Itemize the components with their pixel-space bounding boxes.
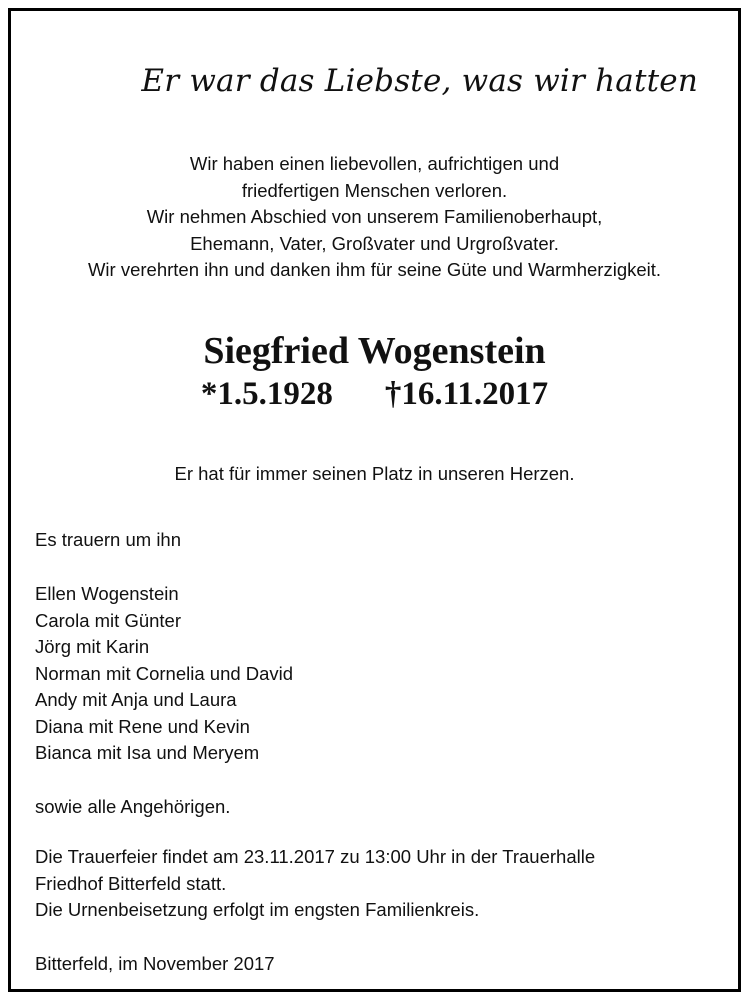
deceased-name: Siegfried Wogenstein	[203, 330, 546, 372]
mourner-item: Jörg mit Karin	[35, 636, 150, 657]
ceremony-line: Die Urnenbeisetzung erfolgt im engsten Familienkreis.	[35, 899, 480, 920]
intro-line: Wir haben einen liebevollen, aufrichtigen und	[189, 153, 560, 174]
intro-line: Wir nehmen Abschied von unserem Familienoberhaupt,	[146, 206, 603, 227]
mourners-list	[35, 581, 293, 767]
intro-line: Wir verehrten ihn und danken ihm für seine Güte und Warmherzigkeit.	[87, 259, 662, 280]
intro-paragraph	[11, 151, 738, 284]
mourner-item: Andy mit Anja und Laura	[35, 689, 237, 710]
death-date: †16.11.2017	[384, 376, 549, 412]
mourner-item: Norman mit Cornelia und David	[35, 662, 294, 684]
intro-line: Ehemann, Vater, Großvater und Urgroßvater.	[190, 232, 559, 254]
heart-line: Er hat für immer seinen Platz in unseren Herzen.	[174, 463, 575, 484]
mourn-heading: Es trauern um ihn	[35, 529, 182, 550]
ceremony-line: Die Trauerfeier findet am 23.11.2017 zu 13:00 Uhr in der Trauerhalle	[35, 846, 596, 867]
obituary-frame	[8, 8, 741, 992]
motto-heading: Er war das Liebste, was wir hatten	[141, 63, 698, 99]
mourner-item: Carola mit Günter	[35, 609, 181, 631]
ceremony-info	[35, 844, 595, 924]
life-dates	[11, 376, 738, 413]
relatives-line: sowie alle Angehörigen.	[35, 796, 231, 817]
place-date: Bitterfeld, im November 2017	[35, 953, 275, 974]
mourner-item: Bianca mit Isa und Meryem	[35, 742, 260, 763]
birth-date: *1.5.1928	[200, 376, 333, 412]
ceremony-line: Friedhof Bitterfeld statt.	[35, 872, 227, 894]
mourner-item: Diana mit Rene und Kevin	[35, 715, 250, 737]
intro-line: friedfertigen Menschen verloren.	[241, 179, 508, 201]
mourner-item: Ellen Wogenstein	[35, 583, 179, 604]
